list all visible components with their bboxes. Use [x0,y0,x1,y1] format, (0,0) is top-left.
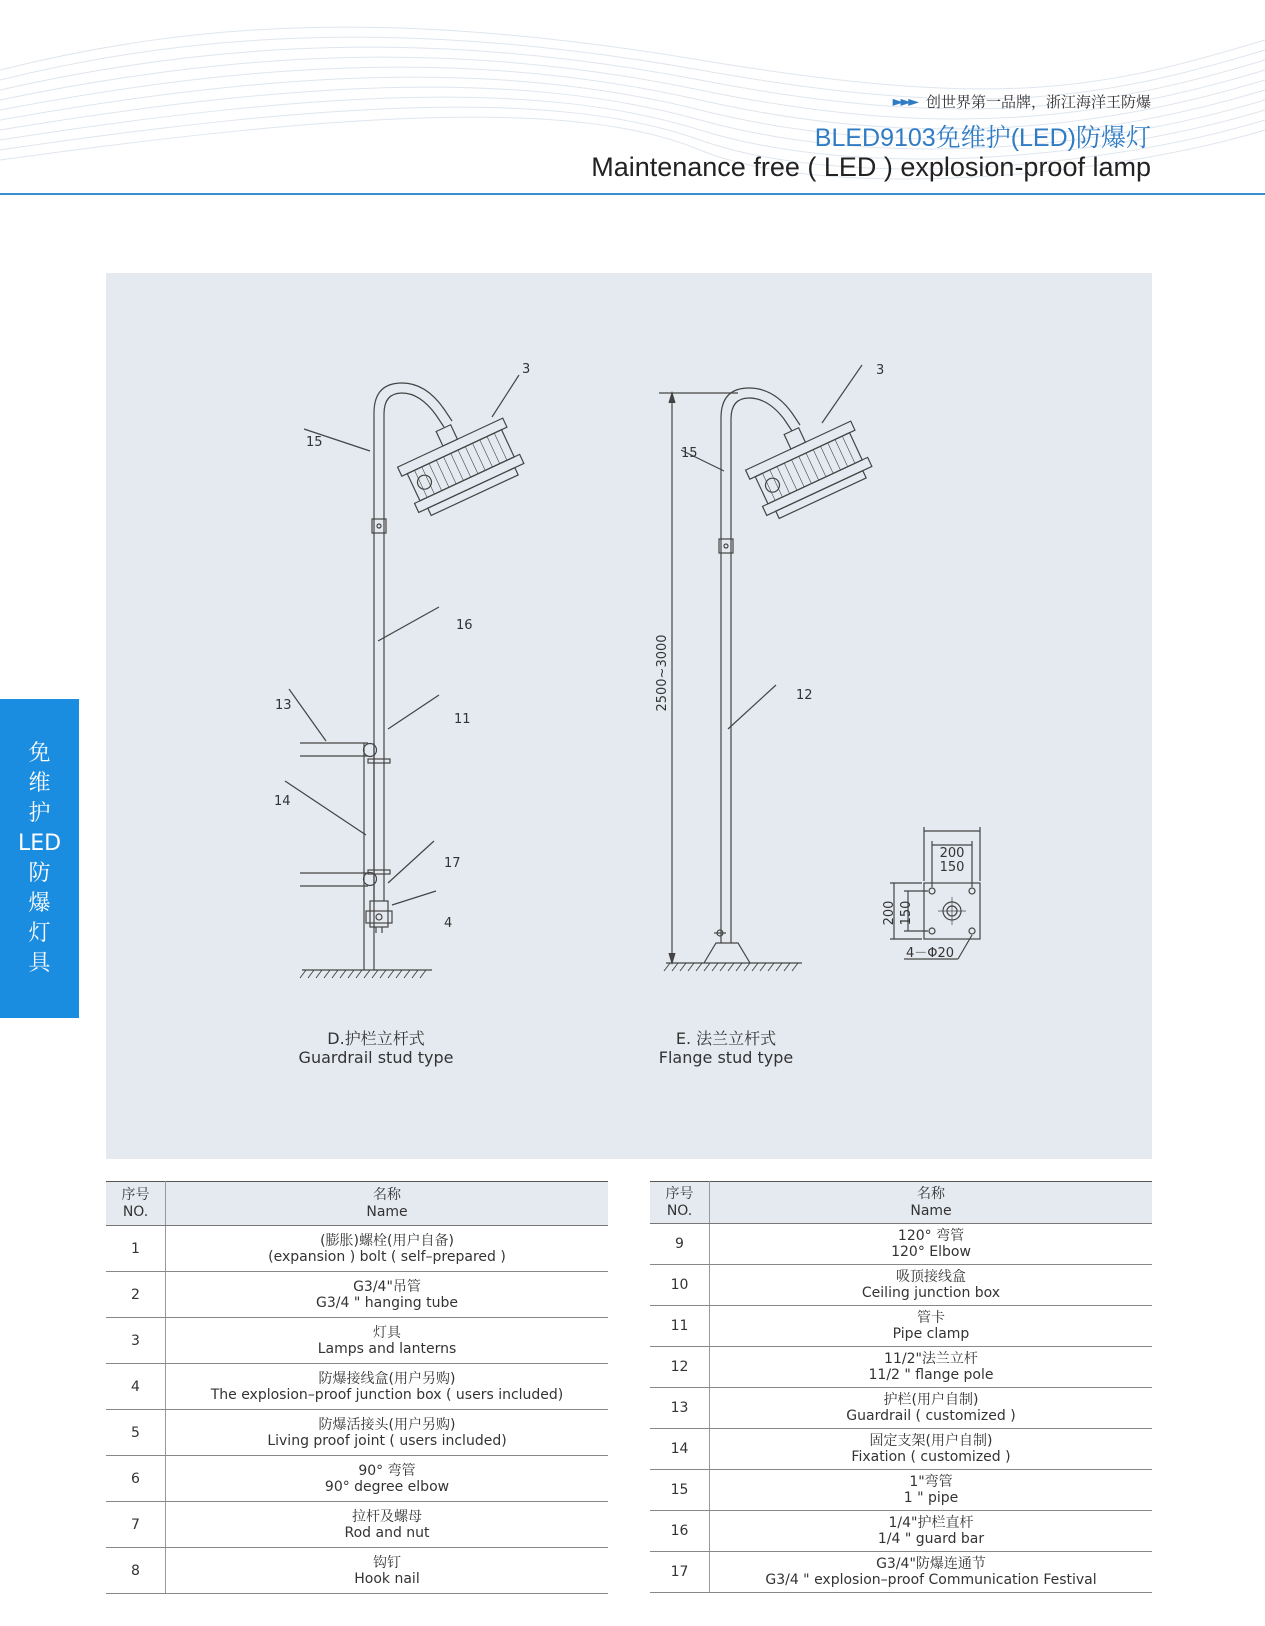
side-char: 灯 [28,920,51,946]
caption-en: Flange stud type [658,1048,794,1067]
caption-cn: E. 法兰立杆式 [675,1029,777,1048]
part-name-en: (expansion ) bolt ( self–prepared ) [268,1248,506,1265]
part-name-cn: (膨胀)螺栓(用户自备) [320,1232,454,1249]
part-number: 12 [650,1347,710,1388]
callout-label: 15 [681,446,698,461]
part-name-cn: 钩钉 [373,1554,401,1571]
part-name-cn: 护栏(用户自制) [883,1392,979,1408]
part-name [710,1511,1153,1552]
part-name-en: G3/4 " explosion–proof Communication Festival [765,1572,1097,1588]
caption-cn: D.护栏立杆式 [327,1029,425,1048]
part-number: 3 [106,1318,166,1364]
side-category-tab [0,699,79,1018]
table-row [106,1272,608,1318]
part-name-en: The explosion–proof junction box ( users included) [210,1386,564,1403]
part-number: 9 [650,1224,710,1265]
part-name-en: Living proof joint ( users included) [267,1432,507,1449]
part-name-cn: 吸顶接线盒 [896,1269,966,1285]
header-rule [0,193,1265,195]
part-number: 6 [106,1456,166,1502]
header-no: 序号 NO. [650,1182,710,1224]
table-row [106,1502,608,1548]
side-char: 爆 [28,890,51,916]
part-name [166,1410,609,1456]
part-number: 10 [650,1265,710,1306]
flange-base [704,943,750,963]
part-name-cn: G3/4"防爆连通节 [876,1556,986,1572]
part-name-cn: 管卡 [917,1310,945,1326]
header-name: 名称 Name [710,1182,1153,1224]
part-name-en: Guardrail ( customized ) [846,1408,1016,1424]
header-name: 名称 Name [166,1182,609,1226]
part-name [166,1548,609,1594]
part-number: 7 [106,1502,166,1548]
part-name [710,1552,1153,1593]
page-title-cn: BLED9103免维护(LED)防爆灯 [814,124,1151,152]
part-name [166,1502,609,1548]
parts-table-right [650,1181,1152,1593]
part-name-cn: 防爆接线盒(用户另购) [318,1370,456,1387]
side-char: LED [17,830,62,856]
flange-plate-detail [890,827,980,959]
installation-diagram-panel [106,273,1152,1159]
part-number: 16 [650,1511,710,1552]
table-row [650,1347,1152,1388]
callout-label: 13 [275,698,292,713]
part-number: 14 [650,1429,710,1470]
part-name-cn: 1"弯管 [909,1474,953,1490]
part-name-en: 1 " pipe [903,1490,959,1506]
callout-label: 14 [274,794,291,809]
table-row [650,1470,1152,1511]
height-dimension-label: 2500~3000 [655,634,670,712]
part-number: 15 [650,1470,710,1511]
flange-dim-label: 150 [899,900,914,926]
table-row [650,1224,1152,1265]
flange-holes-label: 4－Φ20 [906,946,955,961]
part-name-en: 1/4 " guard bar [877,1531,985,1547]
part-name [710,1347,1153,1388]
part-name [166,1226,609,1272]
part-number: 2 [106,1272,166,1318]
part-name-cn: G3/4"吊管 [353,1278,421,1295]
part-name [166,1318,609,1364]
callout-label: 15 [306,435,323,450]
part-name-en: 90° degree elbow [324,1478,450,1495]
part-name-en: Rod and nut [344,1524,430,1541]
side-char: 具 [28,950,51,976]
part-name [710,1388,1153,1429]
side-char: 护 [28,800,51,826]
part-number: 4 [106,1364,166,1410]
part-name [166,1456,609,1502]
part-name-en: Lamps and lanterns [317,1340,457,1357]
flange-dim-label: 150 [939,860,965,875]
table-row [106,1456,608,1502]
table-row [650,1429,1152,1470]
callout-label: 11 [454,712,471,727]
part-name [710,1306,1153,1347]
table-row [650,1552,1152,1593]
part-name-cn: 固定支架(用户自制) [869,1433,993,1449]
table-header-row [106,1182,608,1226]
part-number: 8 [106,1548,166,1594]
part-name-cn: 11/2"法兰立杆 [884,1351,978,1367]
callout-label: 17 [444,856,461,871]
table-row [106,1410,608,1456]
arrows-icon: ►►► [892,93,916,110]
parts-table-left [106,1181,608,1594]
part-name-en: Pipe clamp [892,1326,970,1342]
part-number: 11 [650,1306,710,1347]
part-name-cn: 90° 弯管 [358,1462,416,1479]
callout-label: 4 [444,916,453,931]
part-number: 5 [106,1410,166,1456]
callout-label: 12 [796,688,813,703]
part-name-en: 120° Elbow [891,1244,971,1260]
side-char: 免 [28,740,51,766]
side-char: 维 [28,770,51,796]
callout-label: 16 [456,618,473,633]
table-row [106,1318,608,1364]
table-row [650,1511,1152,1552]
table-row [650,1306,1152,1347]
part-name [710,1224,1153,1265]
part-number: 1 [106,1226,166,1272]
caption-guardrail [266,1029,486,1067]
tagline-text: 创世界第一品牌，浙江海洋王防爆 [925,93,1151,111]
lamp-fixture [391,404,527,520]
table-header-row [650,1182,1152,1224]
caption-en: Guardrail stud type [298,1048,454,1067]
callout-label: 3 [522,362,531,377]
part-number: 13 [650,1388,710,1429]
part-name-cn: 防爆活接头(用户另购) [318,1416,456,1433]
part-name-en: Ceiling junction box [861,1285,1001,1301]
table-row [106,1364,608,1410]
callout-label: 3 [876,363,885,378]
part-name [166,1364,609,1410]
part-name-cn: 灯具 [373,1324,401,1341]
side-char: 防 [28,860,51,886]
table-row [106,1548,608,1594]
part-name-cn: 拉杆及螺母 [352,1508,422,1525]
caption-flange [616,1029,836,1067]
part-name [710,1265,1153,1306]
page-title-en: Maintenance free ( LED ) explosion-proof lamp [591,152,1151,182]
part-name-cn: 120° 弯管 [897,1228,965,1244]
header-no: 序号 NO. [106,1182,166,1226]
table-row [650,1265,1152,1306]
flange-dim-label: 200 [939,846,965,861]
part-name [710,1429,1153,1470]
flange-dim-label: 200 [882,900,897,926]
part-name-en: G3/4 " hanging tube [316,1294,458,1311]
part-number: 17 [650,1552,710,1593]
table-row [650,1388,1152,1429]
tagline [893,91,1151,112]
part-name-en: 11/2 " flange pole [868,1367,994,1383]
installation-drawing [106,273,1152,1159]
part-name-en: Hook nail [354,1570,420,1587]
part-name [710,1470,1153,1511]
part-name-cn: 1/4"护栏直杆 [888,1515,974,1531]
table-row [106,1226,608,1272]
part-name-en: Fixation ( customized ) [851,1449,1011,1465]
part-name [166,1272,609,1318]
